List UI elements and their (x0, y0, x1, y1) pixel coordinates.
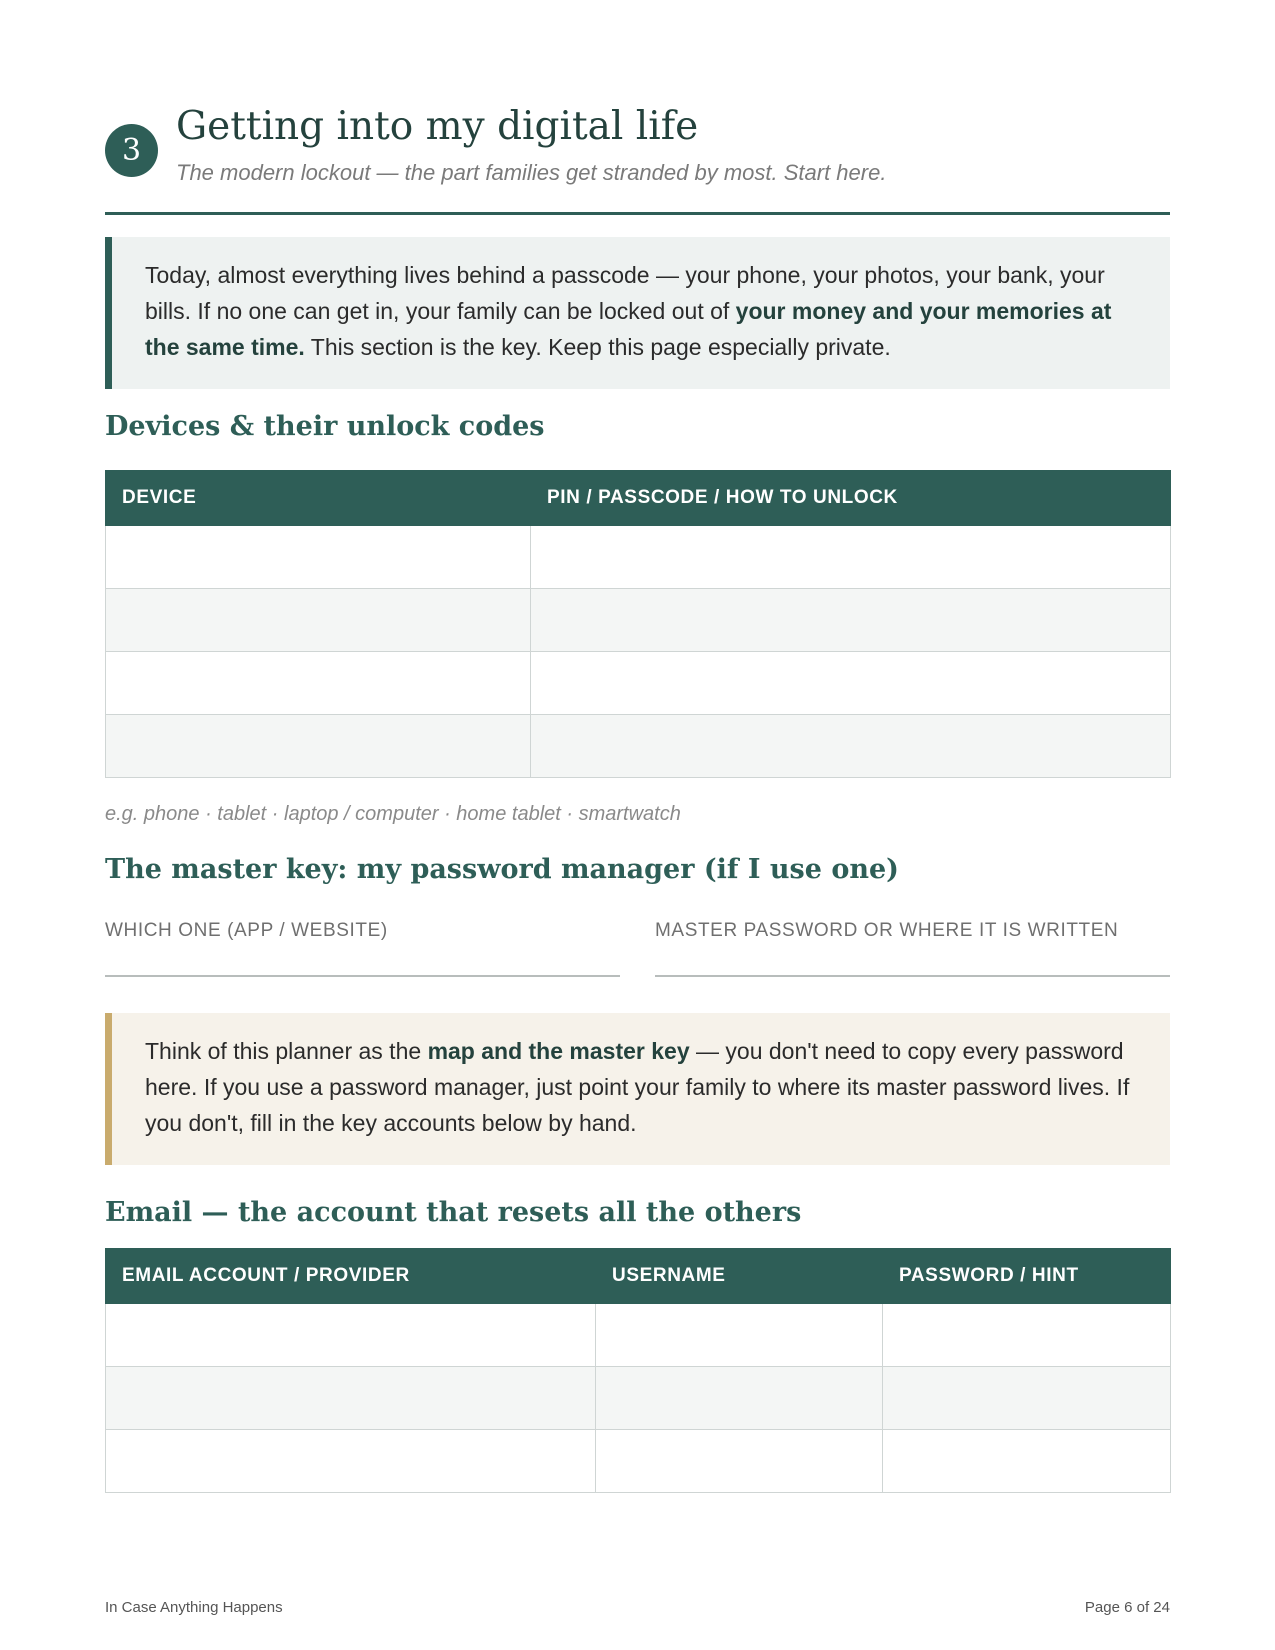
device-cell[interactable] (106, 652, 531, 715)
table-row (106, 1367, 1171, 1430)
table-row (106, 589, 1171, 652)
password-hint-cell[interactable] (883, 1430, 1171, 1493)
email-header-row (106, 1249, 1171, 1304)
section-header (105, 100, 1170, 215)
password-hint-cell[interactable] (883, 1304, 1171, 1367)
unlock-cell[interactable] (531, 589, 1171, 652)
intro-text-start: Today, almost everything lives behind a passcode — your phone, your photos, your bank, your bills. If no one can get in, your family can be locked out of (145, 262, 1105, 324)
username-cell[interactable] (596, 1304, 883, 1367)
column-header-username: USERNAME (596, 1249, 883, 1304)
password-manager-which-field[interactable] (105, 920, 620, 977)
tip-text-bold: map and the master key (427, 1038, 690, 1064)
table-row (106, 652, 1171, 715)
footer-page-number: Page 6 of 24 (1084, 1599, 1170, 1616)
master-password-field[interactable] (655, 920, 1170, 977)
email-provider-cell[interactable] (106, 1304, 596, 1367)
column-header-unlock: PIN / PASSCODE / HOW TO UNLOCK (531, 471, 1171, 526)
table-row (106, 526, 1171, 589)
tip-callout (105, 1013, 1170, 1165)
section-number-badge: 3 (105, 124, 158, 177)
section-title: Getting into my digital life (176, 104, 699, 149)
email-heading: Email — the account that resets all the others (105, 1197, 802, 1228)
intro-callout (105, 237, 1170, 389)
unlock-cell[interactable] (531, 652, 1171, 715)
email-provider-cell[interactable] (106, 1430, 596, 1493)
tip-text-end: — you don't need to copy every password here. If you use a password manager, just point your family to where its master password lives. If you don't, fill in the key accounts below by hand. (145, 1038, 1130, 1136)
devices-header-row (106, 471, 1171, 526)
which-field-label: WHICH ONE (APP / WEBSITE) (105, 920, 388, 941)
unlock-cell[interactable] (531, 715, 1171, 778)
device-cell[interactable] (106, 526, 531, 589)
username-cell[interactable] (596, 1430, 883, 1493)
username-cell[interactable] (596, 1367, 883, 1430)
devices-example: e.g. phone · tablet · laptop / computer · home tablet · smartwatch (105, 803, 681, 825)
intro-text-bold: your money and your memories at the same time. (145, 298, 1112, 360)
unlock-cell[interactable] (531, 526, 1171, 589)
table-row (106, 1304, 1171, 1367)
email-provider-cell[interactable] (106, 1367, 596, 1430)
footer-title: In Case Anything Happens (105, 1599, 283, 1616)
password-manager-heading: The master key: my password manager (if I use one) (105, 854, 899, 885)
section-subtitle: The modern lockout — the part families get stranded by most. Start here. (176, 160, 887, 185)
intro-text-end: This section is the key. Keep this page especially private. (304, 334, 891, 360)
column-header-device: DEVICE (106, 471, 531, 526)
tip-text-start: Think of this planner as the (145, 1038, 428, 1064)
column-header-password-hint: PASSWORD / HINT (883, 1249, 1171, 1304)
email-table (105, 1248, 1171, 1493)
column-header-email-provider: EMAIL ACCOUNT / PROVIDER (106, 1249, 596, 1304)
device-cell[interactable] (106, 715, 531, 778)
master-field-label: MASTER PASSWORD OR WHERE IT IS WRITTEN (655, 920, 1119, 941)
table-row (106, 715, 1171, 778)
device-cell[interactable] (106, 589, 531, 652)
devices-heading: Devices & their unlock codes (105, 411, 545, 442)
table-row (106, 1430, 1171, 1493)
password-hint-cell[interactable] (883, 1367, 1171, 1430)
devices-table (105, 470, 1171, 778)
